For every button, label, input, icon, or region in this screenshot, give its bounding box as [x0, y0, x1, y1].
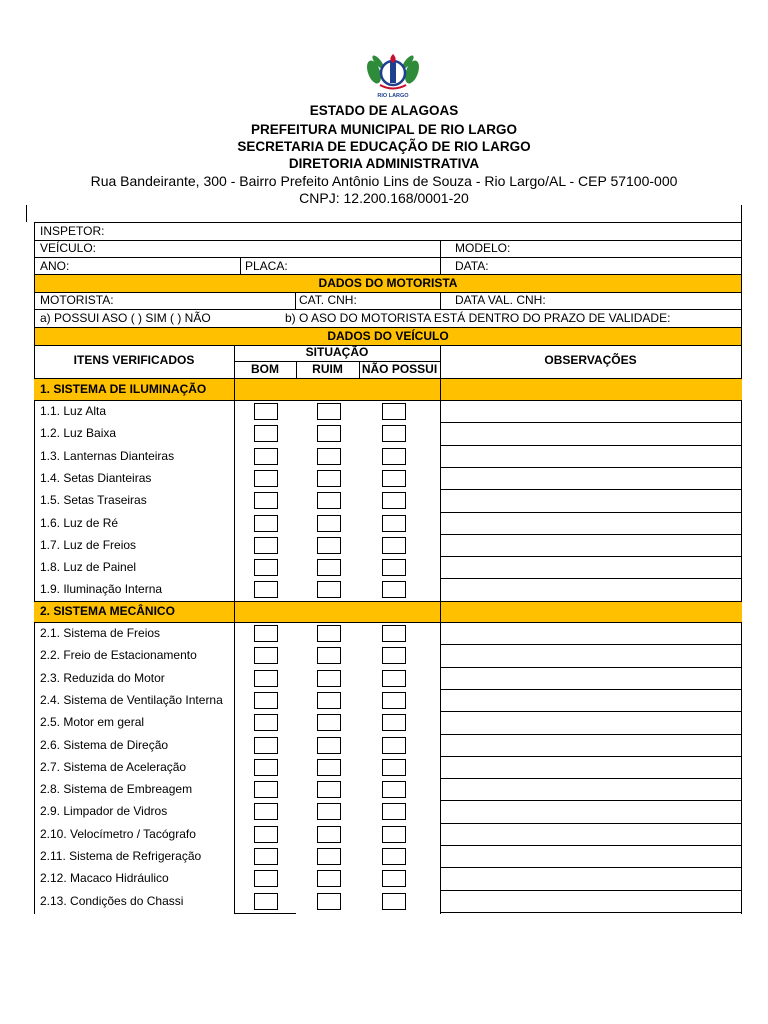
checkbox-good[interactable] [254, 759, 278, 776]
checklist-item-label: 2.5. Motor em geral [40, 715, 145, 730]
checkbox-bad[interactable] [317, 893, 341, 910]
checkbox-bad[interactable] [317, 470, 341, 487]
observation-line[interactable] [440, 578, 741, 579]
checklist-item-label: 2.10. Velocímetro / Tacógrafo [40, 826, 196, 841]
state-title: ESTADO DE ALAGOAS [309, 103, 459, 118]
checkbox-bad[interactable] [317, 759, 341, 776]
checklist-item-label: 1.6. Luz de Ré [40, 515, 119, 530]
checkbox-good[interactable] [254, 492, 278, 509]
section-1-title: 1. SISTEMA DE ILUMINAÇÃO [40, 382, 207, 396]
checkbox-bad[interactable] [317, 714, 341, 731]
checkbox-good[interactable] [254, 647, 278, 664]
situation-column-header: SITUAÇÃO [305, 345, 369, 359]
checkbox-none[interactable] [382, 714, 406, 731]
checkbox-bad[interactable] [317, 803, 341, 820]
checkbox-bad[interactable] [317, 647, 341, 664]
observation-line[interactable] [440, 556, 741, 557]
checklist-item-label: 2.11. Sistema de Refrigeração [40, 849, 202, 863]
aso-question-a: a) POSSUI ASO ( ) SIM ( ) NÃO [40, 311, 211, 325]
checkbox-bad[interactable] [317, 515, 341, 532]
checkbox-none[interactable] [382, 492, 406, 509]
observation-line[interactable] [440, 422, 741, 423]
checkbox-bad[interactable] [317, 826, 341, 843]
checklist-item-label: 2.9. Limpador de Vidros [40, 804, 168, 819]
checklist-item-label: 2.3. Reduzida do Motor [40, 670, 165, 685]
checkbox-good[interactable] [254, 559, 278, 576]
checkbox-good[interactable] [254, 537, 278, 554]
checkbox-good[interactable] [254, 893, 278, 910]
observation-line[interactable] [440, 644, 741, 645]
checklist-item-label: 1.1. Luz Alta [40, 404, 107, 418]
checklist-item-label: 2.4. Sistema de Ventilação Interna [40, 692, 223, 707]
checkbox-none[interactable] [382, 581, 406, 598]
checkbox-bad[interactable] [317, 692, 341, 709]
checklist-item-label: 1.7. Luz de Freios [40, 537, 137, 552]
observation-line[interactable] [440, 778, 741, 779]
checkbox-bad[interactable] [317, 448, 341, 465]
observation-line[interactable] [440, 890, 741, 891]
cnh-validity-label: DATA VAL. CNH: [455, 293, 546, 307]
checkbox-good[interactable] [254, 403, 278, 420]
checklist-item-label: 2.12. Macaco Hidráulico [40, 871, 169, 886]
checkbox-none[interactable] [382, 848, 406, 865]
observation-line[interactable] [440, 489, 741, 490]
checkbox-good[interactable] [254, 692, 278, 709]
checklist-item-label: 1.2. Luz Baixa [40, 426, 117, 441]
checkbox-none[interactable] [382, 425, 406, 442]
checklist-item-label: 2.6. Sistema de Direção [40, 737, 169, 752]
checkbox-bad[interactable] [317, 781, 341, 798]
checkbox-bad[interactable] [317, 870, 341, 887]
checkbox-bad[interactable] [317, 492, 341, 509]
svg-text:RIO LARGO: RIO LARGO [377, 93, 409, 98]
checkbox-none[interactable] [382, 692, 406, 709]
checkbox-bad[interactable] [317, 403, 341, 420]
date-label: DATA: [455, 259, 489, 273]
checklist-item-label: 2.7. Sistema de Aceleração [40, 759, 187, 774]
observation-line[interactable] [440, 512, 741, 513]
driver-section-title: DADOS DO MOTORISTA [318, 276, 458, 290]
directorate-title: DIRETORIA ADMINISTRATIVA [288, 156, 480, 171]
checkbox-none[interactable] [382, 781, 406, 798]
address-line: Rua Bandeirante, 300 - Bairro Prefeito Antônio Lins de Souza - Rio Largo/AL - CEP 57100-000 [90, 173, 678, 189]
checkbox-good[interactable] [254, 425, 278, 442]
checkbox-good[interactable] [254, 515, 278, 532]
checkbox-bad[interactable] [317, 670, 341, 687]
observation-line[interactable] [440, 823, 741, 824]
observation-line[interactable] [440, 734, 741, 735]
checkbox-bad[interactable] [317, 737, 341, 754]
observation-line[interactable] [440, 534, 741, 535]
checkbox-good[interactable] [254, 714, 278, 731]
checkbox-none[interactable] [382, 625, 406, 642]
checkbox-good[interactable] [254, 803, 278, 820]
observations-column-header: OBSERVAÇÕES [544, 353, 637, 367]
observation-line[interactable] [440, 601, 741, 602]
checklist-item-label: 1.9. Iluminação Interna [40, 582, 163, 597]
checkbox-none[interactable] [382, 737, 406, 754]
vehicle-label: VEÍCULO: [40, 241, 97, 255]
plate-label: PLACA: [245, 259, 288, 273]
bad-column-header: RUIM [312, 362, 343, 376]
model-label: MODELO: [455, 241, 511, 255]
checklist-item-label: 1.3. Lanternas Dianteiras [40, 448, 175, 463]
checklist-item-label: 1.4. Setas Dianteiras [40, 470, 152, 485]
checkbox-none[interactable] [382, 893, 406, 910]
observation-line[interactable] [440, 800, 741, 801]
checkbox-none[interactable] [382, 403, 406, 420]
checklist-item-label: 2.13. Condições do Chassi [40, 893, 184, 908]
aso-question-b: b) O ASO DO MOTORISTA ESTÁ DENTRO DO PRAZO DE VALIDADE: [285, 311, 671, 325]
inspector-label: INSPETOR: [40, 224, 105, 238]
checkbox-bad[interactable] [317, 559, 341, 576]
checkbox-none[interactable] [382, 759, 406, 776]
cnpj-line: CNPJ: 12.200.168/0001-20 [299, 190, 469, 206]
checkbox-none[interactable] [382, 515, 406, 532]
checklist-item-label: 2.2. Freio de Estacionamento [40, 648, 197, 663]
checkbox-good[interactable] [254, 848, 278, 865]
checkbox-bad[interactable] [317, 581, 341, 598]
checkbox-none[interactable] [382, 647, 406, 664]
checklist-item-label: 2.1. Sistema de Freios [40, 626, 161, 640]
checkbox-none[interactable] [382, 559, 406, 576]
checkbox-none[interactable] [382, 448, 406, 465]
observation-line[interactable] [440, 445, 741, 446]
items-column-header: ITENS VERIFICADOS [73, 353, 195, 367]
checklist-item-label: 2.8. Sistema de Embreagem [40, 782, 193, 797]
checklist-item-label: 1.5. Setas Traseiras [40, 493, 147, 508]
checkbox-none[interactable] [382, 803, 406, 820]
observation-line[interactable] [440, 467, 741, 468]
checkbox-none[interactable] [382, 670, 406, 687]
checkbox-none[interactable] [382, 470, 406, 487]
checkbox-good[interactable] [254, 870, 278, 887]
observation-line[interactable] [440, 867, 741, 868]
driver-label: MOTORISTA: [40, 293, 114, 307]
observation-line[interactable] [440, 711, 741, 712]
observation-line[interactable] [440, 756, 741, 757]
observation-line[interactable] [440, 912, 741, 913]
none-column-header: NÃO POSSUI [361, 362, 438, 376]
cnh-category-label: CAT. CNH: [299, 293, 357, 307]
observation-line[interactable] [440, 667, 741, 668]
city-hall-title: PREFEITURA MUNICIPAL DE RIO LARGO [250, 122, 517, 137]
checkbox-none[interactable] [382, 537, 406, 554]
checkbox-bad[interactable] [317, 848, 341, 865]
checklist-item-label: 1.8. Luz de Painel [40, 560, 137, 575]
checkbox-good[interactable] [254, 737, 278, 754]
vehicle-section-title: DADOS DO VEÍCULO [327, 329, 449, 343]
checkbox-good[interactable] [254, 826, 278, 843]
secretary-title: SECRETARIA DE EDUCAÇÃO DE RIO LARGO [237, 139, 531, 154]
good-column-header: BOM [251, 362, 279, 376]
checkbox-none[interactable] [382, 870, 406, 887]
checkbox-none[interactable] [382, 826, 406, 843]
checkbox-bad[interactable] [317, 425, 341, 442]
year-label: ANO: [40, 259, 70, 273]
checkbox-bad[interactable] [317, 625, 341, 642]
checkbox-good[interactable] [254, 581, 278, 598]
checkbox-good[interactable] [254, 470, 278, 487]
checkbox-good[interactable] [254, 781, 278, 798]
observation-line[interactable] [440, 689, 741, 690]
checkbox-bad[interactable] [317, 537, 341, 554]
section-2-title: 2. SISTEMA MECÂNICO [40, 604, 175, 618]
checkbox-good[interactable] [254, 625, 278, 642]
checkbox-good[interactable] [254, 670, 278, 687]
checkbox-good[interactable] [254, 448, 278, 465]
observation-line[interactable] [440, 845, 741, 846]
